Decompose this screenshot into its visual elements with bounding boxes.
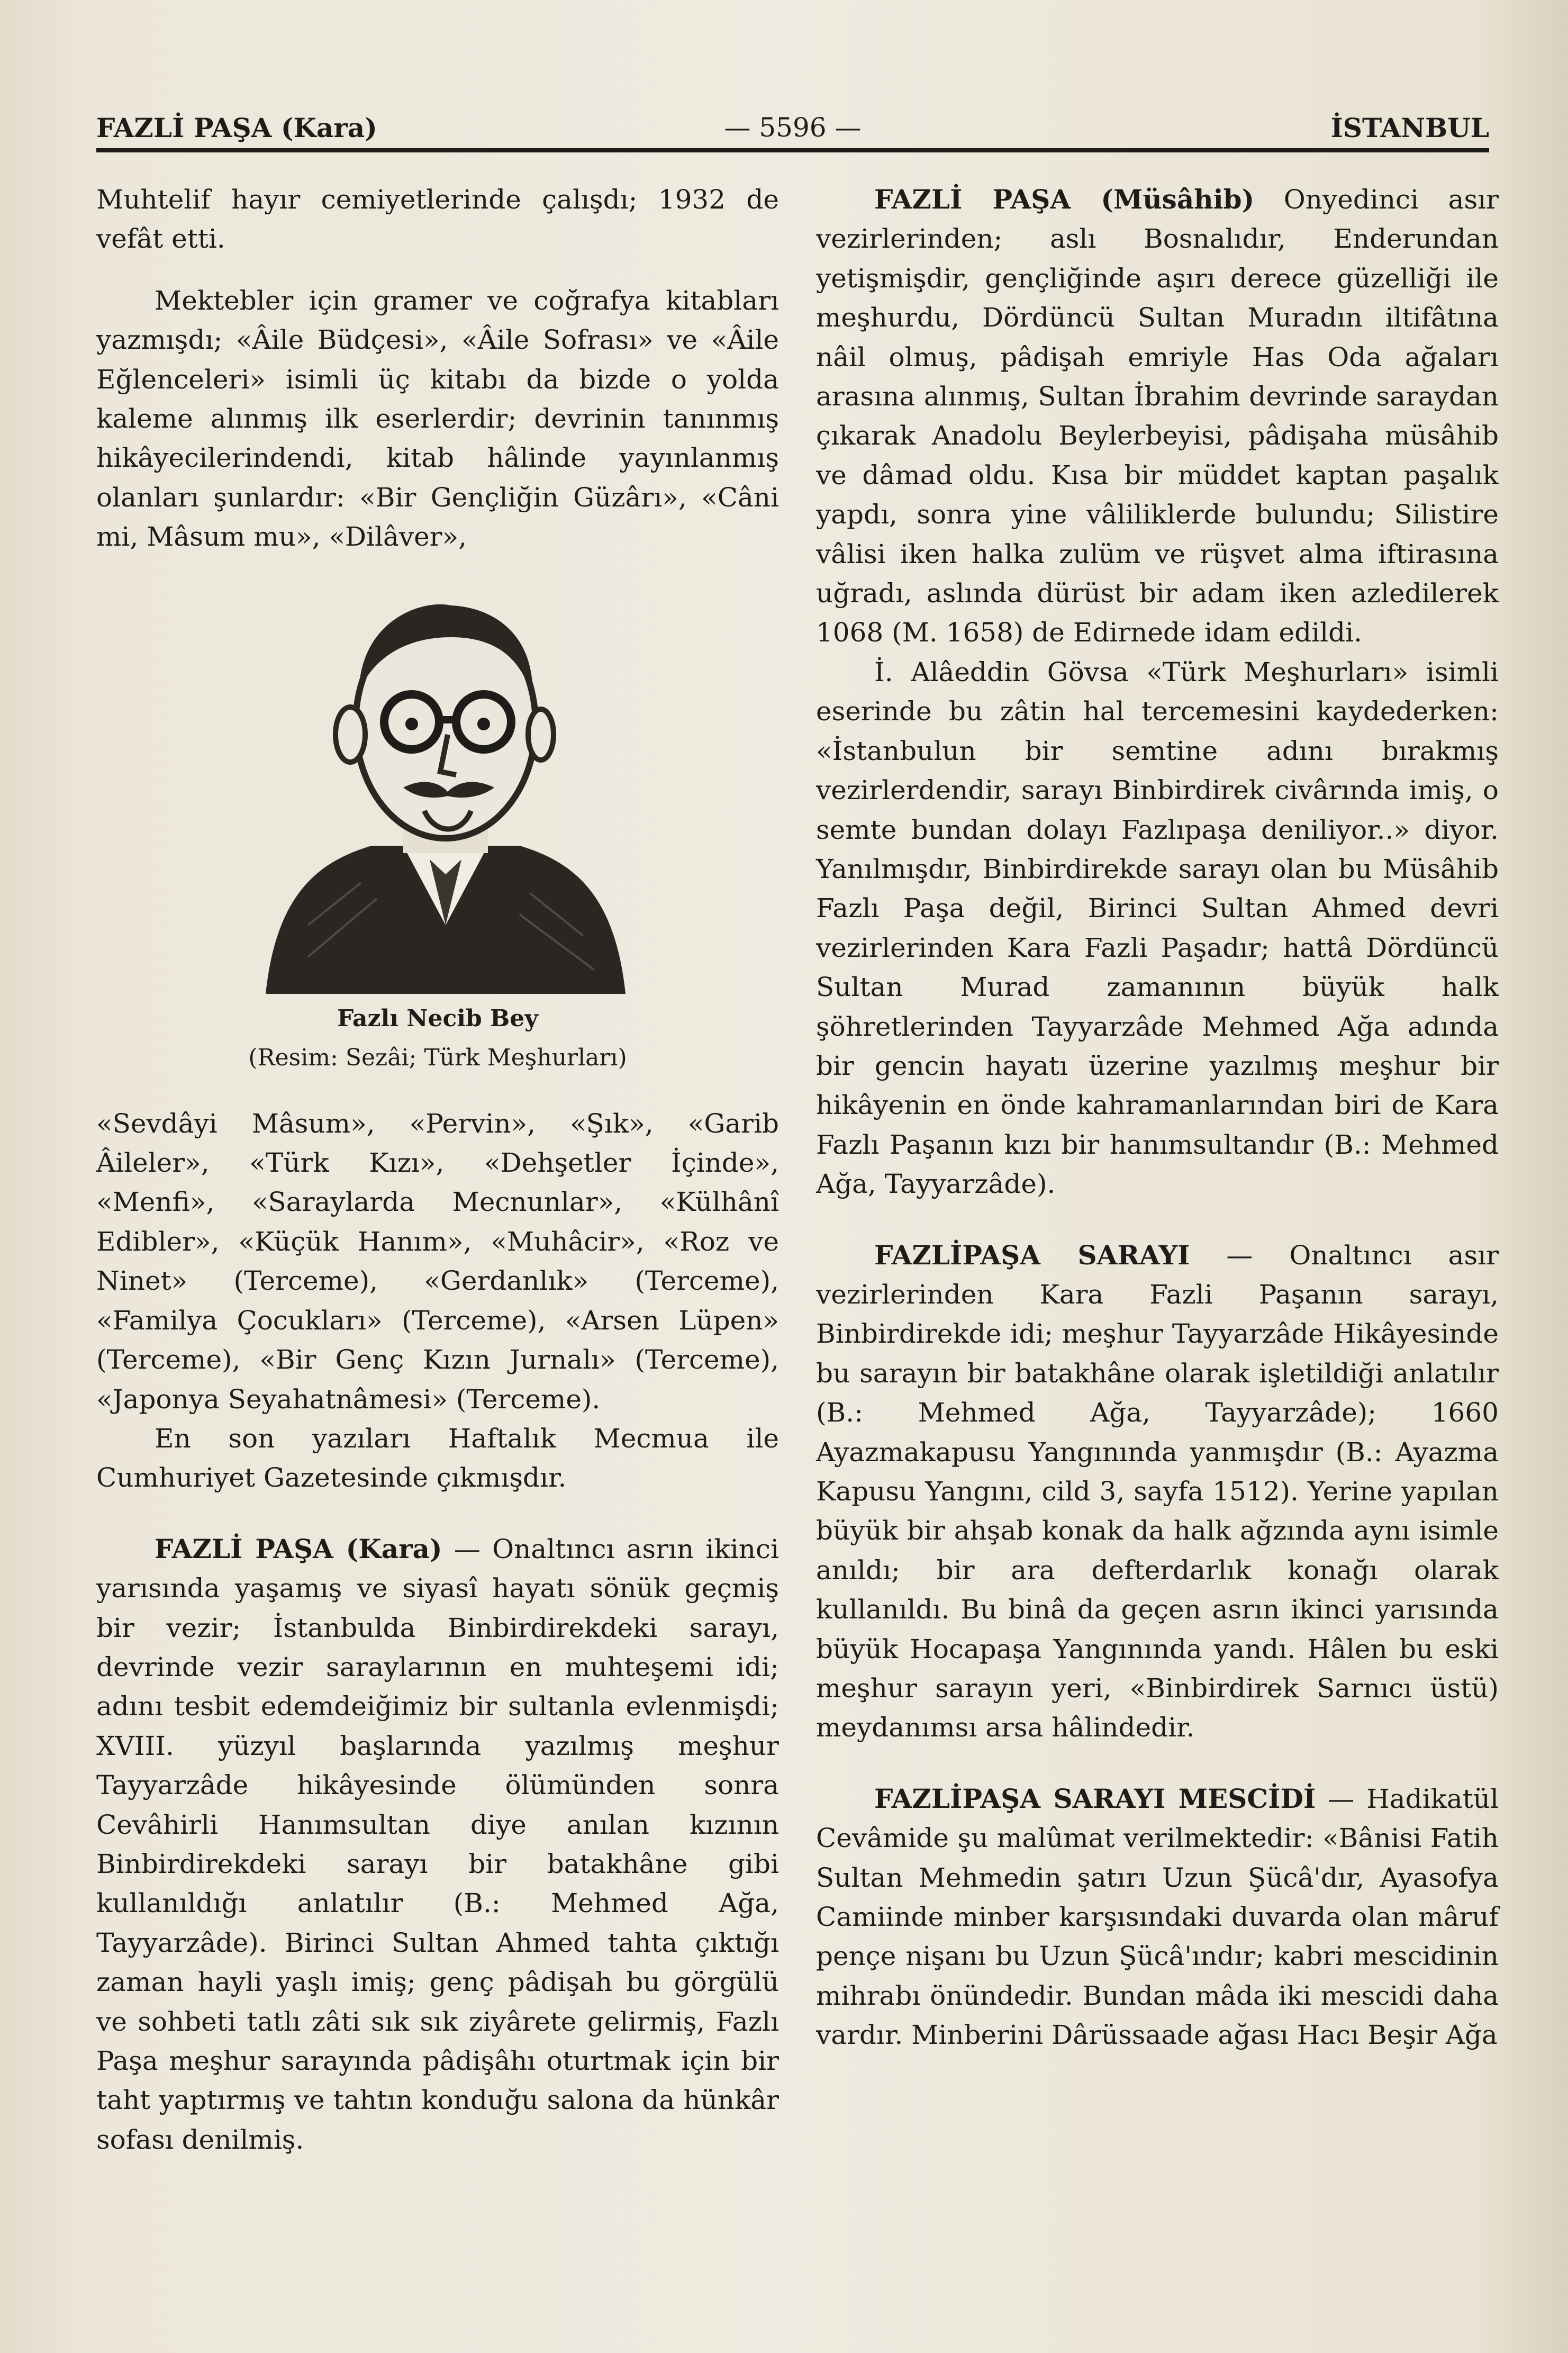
paragraph: İ. Alâeddin Gövsa «Türk Meşhurları» isimli eserinde bu zâtin hal tercemesini kaydederken: «İstanbulun bir semtine adını bırakmış vezirlerdendir, sarayı Binbirdirek civârında imiş, o semte bundan dolayı Fazlıpaşa deniliyor..» diyor. Yanılmışdır, Binbirdirekde sarayı olan bu Müsâhib Fazlı Paşa değil, Birinci Sultan Ahmed devri vezirlerinden Kara Fazli Paşadır; hattâ Dördüncü Sultan Murad zamanının büyük halk şöhretlerinden Tayyarzâde Mehmed Ağa adında bir gencin hayatı üzerine yazılmış meşhur bir hikâyenin en önde kahramanlarından biri de Kara Fazlı Paşanın kızı bir hanımsultandır (B.: Mehmed Ağa, Tayyarzâde). bbox=[816, 656, 1499, 1200]
figure-caption-credit: (Resim: Sezâi; Türk Meşhurları) bbox=[248, 1044, 627, 1071]
entry-title: FAZLİ PAŞA (Kara) bbox=[155, 1533, 442, 1564]
paragraph: Muhtelif hayır cemiyetlerinde çalışdı; 1932 de vefât etti. bbox=[96, 184, 779, 255]
entry-text: — Onaltıncı asrın ikinci yarısında yaşamış ve siyasî hayatı sönük geçmiş bir vezir; İstanbulda Binbirdirekdeki sarayı, devrinde vezir saraylarının en muhteşemi idi; adını tesbit edemdeiğimiz bir sultanla evlenmişdi; XVIII. yüzyıl başlarında yazılmış meşhur Tayyarzâde hikâyesinde ölümünden sonra Cevâhirli Hanımsultan diye anılan kızının Binbirdirekdeki sarayı bir batakhâne gibi kullanıldığı anlatılır (B.: Mehmed Ağa, Tayyarzâde). Birinci Sultan Ahmed tahta çıktığı zaman hayli yaşlı imiş; genç pâdişah bu görgülü ve sohbeti tatlı zâti sık sık ziyârete gelirmiş, Fazlı Paşa meşhur sarayında pâdişâhı oturtmak için bir taht yaptırmış ve tahtın konduğu salona da hünkâr sofası denilmiş. bbox=[96, 1533, 779, 2155]
portrait-illustration-icon bbox=[244, 576, 647, 994]
entry-musahib-fazli-pasa bbox=[816, 180, 1499, 653]
entry-text: — Hadikatül Cevâmide şu malûmat verilmektedir: «Bânisi Fatih Sultan Mehmedin şatırı Uzun Şücâ'dır, Ayasofya Camiinde minber karşısındaki duvarda olan mâruf pençe nişanı bu Uzun Şücâ'ındır; kabri mescidinin mihrabı önündedir. Bundan mâda iki mescidi daha vardır. Minberini Dârüssaade ağası Hacı Beşir Ağa bbox=[816, 1783, 1499, 2051]
entry-fazlipasa-sarayi bbox=[816, 1236, 1499, 1748]
header-volume-title: İSTANBUL bbox=[1330, 112, 1489, 143]
entry-fazlipasa-sarayi-mescidi bbox=[816, 1779, 1499, 2055]
entry-title: FAZLİPAŞA SARAYI MESCİDİ bbox=[874, 1782, 1316, 1814]
header-rule bbox=[96, 148, 1489, 152]
entry-title: FAZLİPAŞA SARAYI bbox=[874, 1239, 1190, 1271]
paragraph: «Sevdâyi Mâsum», «Pervin», «Şık», «Garib Âileler», «Türk Kızı», «Dehşetler İçinde», «Menfi», «Saraylarda Mecnunlar», «Külhânî Edibler», «Küçük Hanım», «Muhâcir», «Roz ve Ninet» (Terceme), «Gerdanlık» (Terceme), «Familya Çocukları» (Terceme), «Arsen Lüpen» (Terceme), «Bir Genç Kızın Jurnalı» (Terceme), «Japonya Seyahatnâmesi» (Terceme). bbox=[96, 1108, 779, 1415]
entry-title: FAZLİ PAŞA (Müsâhib) bbox=[874, 184, 1255, 215]
entry-kara-fazli-pasa bbox=[96, 1530, 779, 2160]
entry-text: — Onaltıncı asır vezirlerinden Kara Fazli Paşanın sarayı, Binbirdirekde idi; meşhur Tayyarzâde Hikâyesinde bu sarayın bir batakhâne olarak işletildiği anlatılır (B.: Mehmed Ağa, Tayyarzâde); 1660 Ayazmakapusu Yangınında yanmışdır (B.: Ayazma Kapusu Yangını, cild 3, sayfa 1512). Yerine yapılan büyük bir ahşab konak da halk ağzında aynı isimle anıldı; bir ara defterdarlık konağı olarak kullanıldı. Bu binâ da geçen asrın ikinci yarısında büyük Hocapaşa Yangınında yandı. Hâlen bu eski meşhur sarayın yeri, «Binbirdirek Sarnıcı üstü) meydanımsı arsa hâlindedir. bbox=[816, 1239, 1499, 1743]
page-header bbox=[96, 106, 1489, 153]
right-column bbox=[816, 180, 1499, 2055]
header-entry-range: FAZLİ PAŞA (Kara) bbox=[96, 112, 377, 143]
entry-text: Onyedinci asır vezirlerinden; aslı Bosnalıdır, Enderundan yetişmişdir, gençliğinde aşırı derece güzelliği ile meşhurdu, Dördüncü Sultan Muradın iltifâtına nâil olmuş, pâdişah emriyle Has Oda ağaları arasına alınmış, Sultan İbrahim devrinde saraydan çıkarak Anadolu Beylerbeyisi, pâdişaha müsâhib ve dâmad oldu. Kısa bir müddet kaptan paşalık yapdı, sonra yine vâliliklerde bulundu; Silistire vâlisi iken halka zulüm ve rüşvet alma iftirasına uğradı, aslında dürüst bir adam iken azledilerek 1068 (M. 1658) de Edirnede idam edildi. bbox=[816, 184, 1499, 648]
paragraph: Mektebler için gramer ve coğrafya kitabları yazmışdı; «Âile Büdçesi», «Âile Sofrası» ve «Âile Eğlenceleri» isimli üç kitabı da bizde o yolda kaleme alınmış ilk eserlerdir; devrinin tanınmış hikâyecilerindendi, kitab hâlinde yayınlanmış olanları şunlardır: «Bir Gençliğin Güzârı», «Câni mi, Mâsum mu», «Dilâver», bbox=[96, 285, 779, 553]
page-number: — 5596 — bbox=[724, 112, 862, 143]
left-column bbox=[96, 180, 779, 2159]
paragraph: En son yazıları Haftalık Mecmua ile Cumhuriyet Gazetesinde çıkmışdır. bbox=[96, 1423, 779, 1494]
figure-caption-name: Fazlı Necib Bey bbox=[337, 1004, 538, 1032]
